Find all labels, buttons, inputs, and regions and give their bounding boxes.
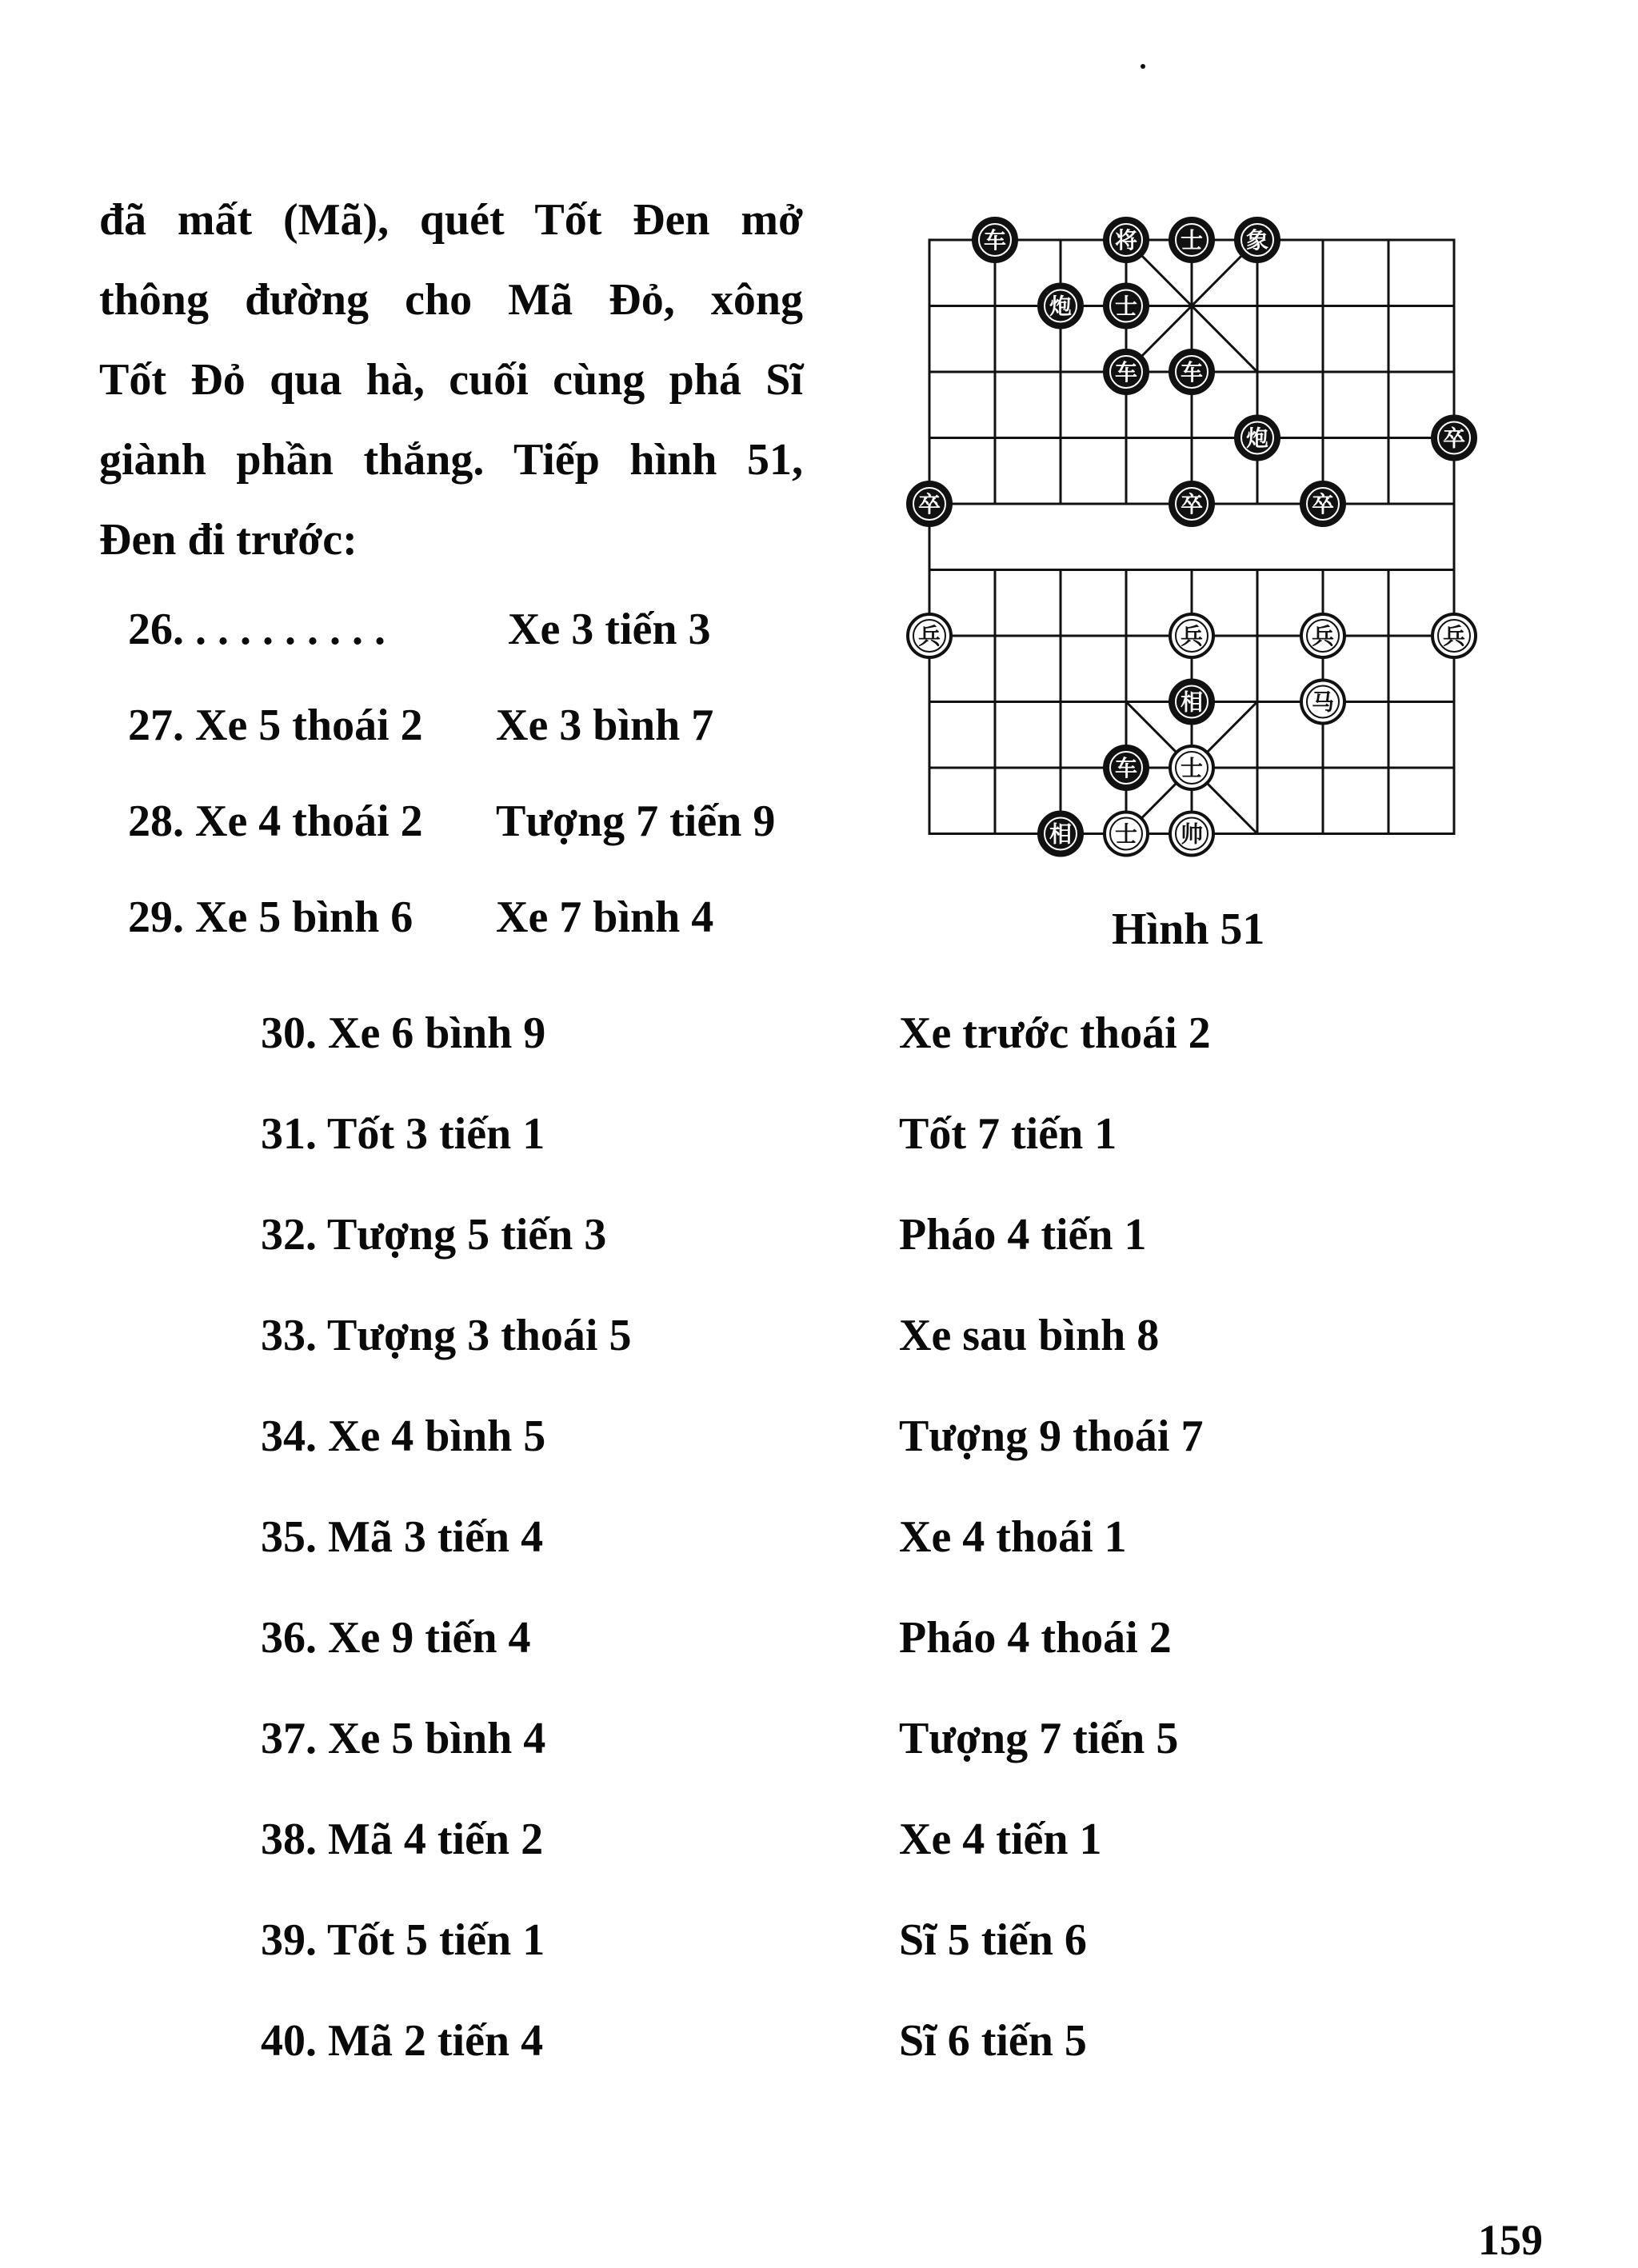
piece-glyph: 车 [983,227,1007,254]
black-cannon-piece [1236,417,1279,460]
red-move: 32. Tượng 5 tiến 3 [261,1210,607,1260]
red-advisor-piece [1170,746,1213,789]
red-soldier-piece [908,614,951,657]
red-move: 27. Xe 5 thoái 2 [128,701,423,750]
black-elephant-piece [1236,218,1279,262]
black-chariot-piece [1105,350,1148,393]
piece-glyph: 帅 [1180,821,1204,848]
piece-glyph: 兵 [1311,623,1335,649]
piece-glyph: 车 [1114,755,1138,781]
red-move: 36. Xe 9 tiến 4 [261,1613,531,1663]
piece-glyph: 卒 [1311,491,1335,517]
piece-glyph: 兵 [1442,623,1466,649]
black-move: Xe 3 bình 7 [496,701,714,750]
piece-glyph: 兵 [1180,623,1204,649]
black-cannon-piece [1039,285,1082,328]
black-soldier-piece [908,482,951,525]
black-chariot-piece [973,218,1017,262]
red-move: 35. Mã 3 tiến 4 [261,1512,544,1562]
black-move: Tượng 7 tiến 5 [899,1714,1179,1763]
intro-line-1: đã mất (Mã), quét Tốt Đen mở [99,195,803,245]
red-move: 26. . . . . . . . . . [128,605,386,654]
piece-glyph: 士 [1180,755,1204,781]
black-move: Pháo 4 thoái 2 [899,1613,1172,1663]
black-general-piece [1105,218,1148,262]
figure-caption: Hình 51 [1112,904,1265,954]
xiangqi-board-diagram [889,208,1497,888]
intro-line-2: thông đường cho Mã Đỏ, xông [99,275,803,325]
red-horse-piece [1301,681,1344,724]
black-move: Xe 4 thoái 1 [899,1512,1127,1562]
black-move: Xe 4 tiến 1 [899,1815,1102,1864]
piece-glyph: 车 [1180,359,1204,385]
stray-dot-mark [1141,64,1145,69]
red-move: 39. Tốt 5 tiến 1 [261,1915,545,1965]
black-move: Xe sau bình 8 [899,1311,1160,1360]
black-advisor-piece [1105,285,1148,328]
black-move: Sĩ 5 tiến 6 [899,1915,1087,1965]
piece-glyph: 卒 [1180,491,1204,517]
black-soldier-piece [1170,482,1213,525]
red-move: 37. Xe 5 bình 4 [261,1714,546,1763]
red-general-piece [1170,813,1213,856]
black-soldier-piece [1432,417,1476,460]
black-elephant-piece [1170,681,1213,724]
intro-line-4: giành phần thắng. Tiếp hình 51, [99,435,803,485]
piece-glyph: 相 [1180,689,1204,716]
piece-glyph: 相 [1049,821,1073,848]
black-move: Xe trước thoái 2 [899,1008,1211,1058]
intro-paragraph [99,180,803,580]
piece-glyph: 炮 [1049,293,1073,320]
red-move: 28. Xe 4 thoái 2 [128,797,423,846]
black-soldier-piece [1301,482,1344,525]
red-move: 31. Tốt 3 tiến 1 [261,1109,545,1159]
black-move: Xe 3 tiến 3 [508,605,711,654]
black-move: Sĩ 6 tiến 5 [899,2016,1087,2066]
black-move: Xe 7 bình 4 [496,892,714,942]
red-soldier-piece [1301,614,1344,657]
black-move: Tượng 7 tiến 9 [496,797,776,846]
piece-glyph: 炮 [1245,425,1269,452]
red-soldier-piece [1170,614,1213,657]
piece-glyph: 士 [1114,821,1138,848]
black-chariot-piece [1105,746,1148,789]
black-elephant-piece [1039,813,1082,856]
red-move: 40. Mã 2 tiến 4 [261,2016,544,2066]
black-chariot-piece [1170,350,1213,393]
piece-glyph: 将 [1114,227,1138,254]
black-move: Tốt 7 tiến 1 [899,1109,1117,1159]
red-move: 34. Xe 4 bình 5 [261,1412,546,1461]
black-move: Tượng 9 thoái 7 [899,1412,1204,1461]
intro-line-5: Đen đi trước: [99,515,358,565]
red-move: 30. Xe 6 bình 9 [261,1008,546,1058]
red-move: 29. Xe 5 bình 6 [128,892,413,942]
piece-glyph: 兵 [917,623,941,649]
red-advisor-piece [1105,813,1148,856]
piece-glyph: 象 [1245,227,1269,254]
piece-glyph: 卒 [917,491,941,517]
red-move: 38. Mã 4 tiến 2 [261,1815,544,1864]
red-move: 33. Tượng 3 thoái 5 [261,1311,632,1360]
page-number: 159 [1478,2216,1543,2264]
black-move: Pháo 4 tiến 1 [899,1210,1147,1260]
intro-line-3: Tốt Đỏ qua hà, cuối cùng phá Sĩ [99,355,803,405]
red-soldier-piece [1432,614,1476,657]
piece-glyph: 车 [1114,359,1138,385]
black-advisor-piece [1170,218,1213,262]
piece-glyph: 士 [1180,227,1204,254]
piece-glyph: 士 [1114,293,1138,320]
piece-glyph: 马 [1311,689,1335,716]
piece-glyph: 卒 [1442,425,1466,452]
